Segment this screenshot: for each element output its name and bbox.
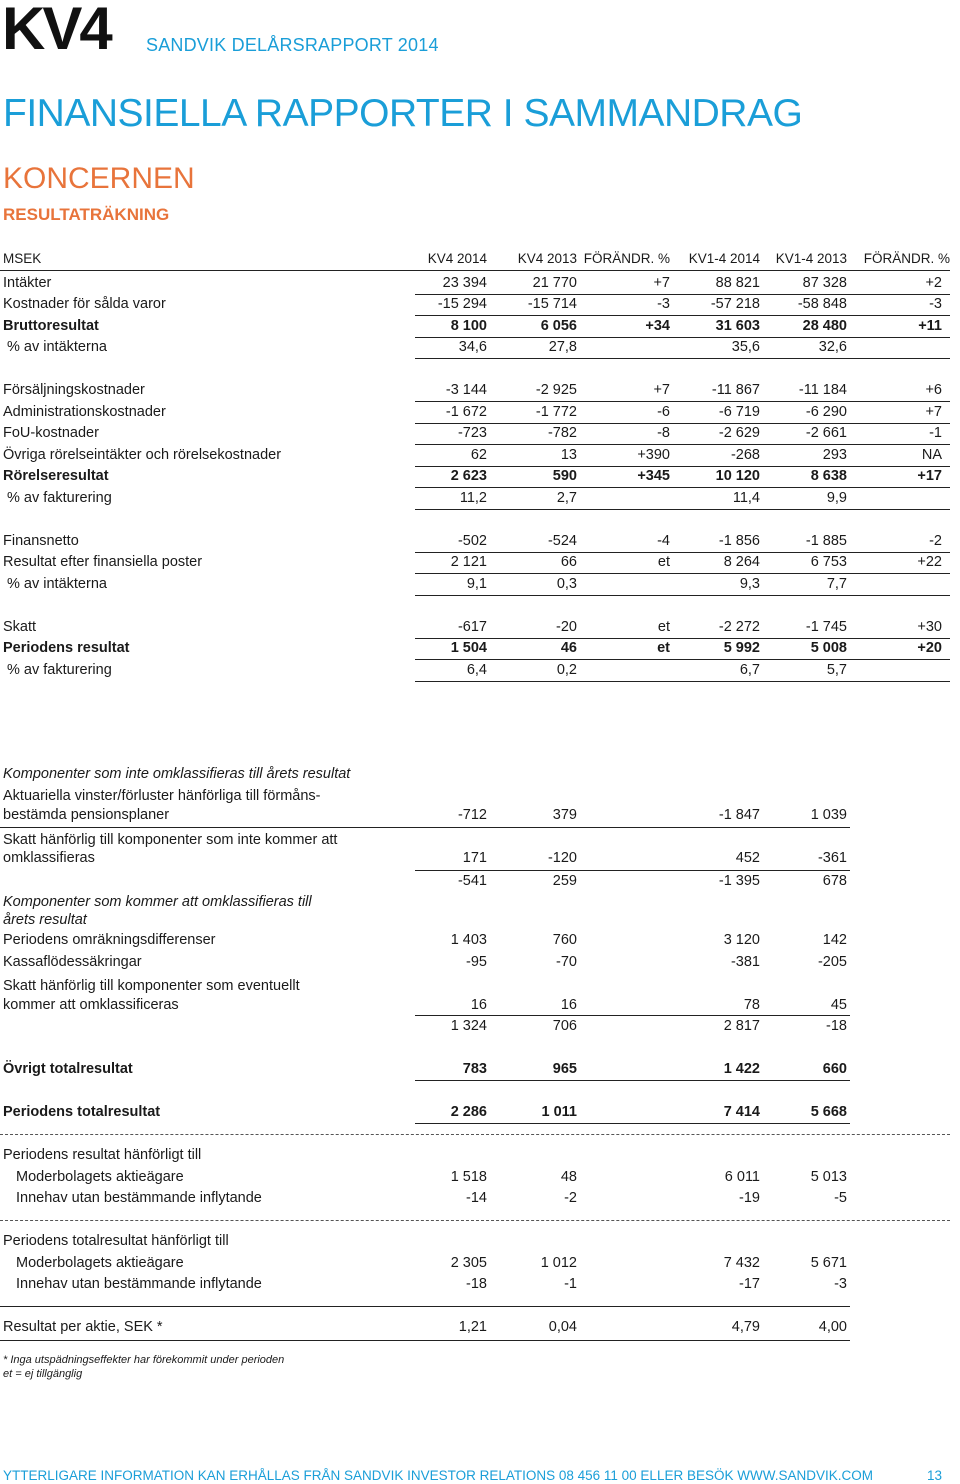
cell-value: 28 480 xyxy=(802,318,847,334)
cell-value: 590 xyxy=(552,468,577,484)
table-row xyxy=(0,617,960,638)
cell-value: +7 xyxy=(925,404,942,420)
footnote: et = ej tillgänglig xyxy=(3,1368,83,1380)
row-label: % av intäkterna xyxy=(7,576,107,592)
cell-value: 6 753 xyxy=(810,554,847,570)
cell-value: 0,2 xyxy=(556,662,577,678)
cell-value: -2 661 xyxy=(805,425,847,441)
cell-value: -58 848 xyxy=(797,296,847,312)
cell-value: -782 xyxy=(547,425,577,441)
cell-value: 11,4 xyxy=(732,490,760,506)
cell-value: +20 xyxy=(917,640,942,656)
col-header: MSEK xyxy=(3,251,42,266)
cell-value: -1 772 xyxy=(535,404,577,420)
table-row: Skatt hänförlig till komponenter som eventuellt xyxy=(3,978,300,994)
table-row: bestämda pensionsplaner -712 379 -1 847 1 039 xyxy=(3,807,847,823)
table-row xyxy=(0,445,960,466)
cell-value: -3 xyxy=(929,296,942,312)
cell-value: -3 xyxy=(657,296,670,312)
table-row: Moderbolagets aktieägare 1 518 48 6 011 5 013 xyxy=(16,1169,847,1185)
page-title: FINANSIELLA RAPPORTER I SAMMANDRAG xyxy=(3,92,803,135)
row-label: Rörelseresultat xyxy=(3,468,109,484)
cell-value: -11 184 xyxy=(798,382,847,398)
section-title: KONCERNEN xyxy=(3,162,195,195)
cell-value: et xyxy=(657,640,670,656)
col-header: KV4 2013 xyxy=(517,251,577,266)
cell-value: -268 xyxy=(730,447,760,463)
cell-value: -1 672 xyxy=(445,404,487,420)
table-row: Periodens omräkningsdifferenser 1 403 760 3 120 142 xyxy=(3,932,847,948)
table-row: omklassifieras 171 -120 452 -361 xyxy=(3,850,847,866)
cell-value: +34 xyxy=(645,318,670,334)
cell-value: 1 504 xyxy=(450,640,487,656)
cell-value: -1 856 xyxy=(718,533,760,549)
table-row: Resultat per aktie, SEK * 1,21 0,04 4,79 4,00 xyxy=(3,1319,847,1335)
table-row xyxy=(0,660,960,681)
row-label: % av fakturering xyxy=(7,490,112,506)
table-row xyxy=(0,531,960,552)
cell-value: +7 xyxy=(653,382,670,398)
page-number: 13 xyxy=(926,1468,942,1483)
subsection-title: RESULTATRÄKNING xyxy=(3,205,170,224)
cell-value: -20 xyxy=(556,619,577,635)
cell-value: -57 218 xyxy=(710,296,760,312)
cell-value: 27,8 xyxy=(548,339,577,355)
table-row xyxy=(0,638,960,659)
cell-value: +11 xyxy=(918,318,942,334)
cell-value: -15 294 xyxy=(437,296,487,312)
cell-value: -2 xyxy=(929,533,942,549)
cell-value: 23 394 xyxy=(442,275,487,291)
table-row: Innehav utan bestämmande inflytande -14 -2 -19 -5 xyxy=(16,1190,847,1206)
table-header xyxy=(0,249,960,270)
cell-value: -6 290 xyxy=(805,404,847,420)
table-row: Aktuariella vinster/förluster hänförliga till förmåns- xyxy=(3,788,321,804)
cell-value: et xyxy=(657,619,670,635)
cell-value: 62 xyxy=(470,447,487,463)
cell-value: +30 xyxy=(917,619,942,635)
row-rule xyxy=(415,358,950,359)
cell-value: +390 xyxy=(637,447,670,463)
cell-value: 31 603 xyxy=(715,318,760,334)
footnote: * Inga utspädningseffekter har förekommit under perioden xyxy=(3,1354,285,1366)
col-header: KV1-4 2014 xyxy=(688,251,760,266)
cell-value: -4 xyxy=(657,533,670,549)
divider xyxy=(0,1134,950,1135)
table-row xyxy=(0,316,960,337)
col-header: KV1-4 2013 xyxy=(775,251,847,266)
header-rule xyxy=(0,270,950,271)
cell-value: 8 100 xyxy=(450,318,487,334)
cell-value: -6 719 xyxy=(718,404,760,420)
cell-value: 46 xyxy=(560,640,577,656)
cell-value: -1 885 xyxy=(805,533,847,549)
row-label: FoU-kostnader xyxy=(3,425,99,441)
table-row xyxy=(0,273,960,294)
table-row xyxy=(0,337,960,358)
cell-value: 13 xyxy=(560,447,577,463)
table-row xyxy=(0,402,960,423)
table-row xyxy=(0,423,960,444)
table-row xyxy=(0,574,960,595)
row-label: % av fakturering xyxy=(7,662,112,678)
cell-value: 5 992 xyxy=(723,640,760,656)
oci-heading: Komponenter som inte omklassifieras till årets resultat xyxy=(3,766,351,782)
cell-value: +7 xyxy=(653,275,670,291)
row-rule xyxy=(415,681,950,682)
table-row: Moderbolagets aktieägare 2 305 1 012 7 432 5 671 xyxy=(16,1255,847,1271)
table-row xyxy=(0,380,960,401)
attribution-heading: Periodens resultat hänförligt till xyxy=(3,1147,202,1163)
cell-value: 10 120 xyxy=(715,468,760,484)
cell-value: -1 xyxy=(929,425,942,441)
row-rule xyxy=(415,509,950,510)
row-label: % av intäkterna xyxy=(7,339,107,355)
cell-value: 34,6 xyxy=(458,339,487,355)
cell-value: 7,7 xyxy=(826,576,847,592)
cell-value: +22 xyxy=(917,554,942,570)
cell-value: -2 272 xyxy=(718,619,760,635)
cell-value: 21 770 xyxy=(532,275,577,291)
cell-value: 8 264 xyxy=(723,554,760,570)
subtotal-row: -541 259 -1 395 678 xyxy=(457,873,847,889)
cell-value: 9,3 xyxy=(739,576,760,592)
row-label: Försäljningskostnader xyxy=(3,382,145,398)
row-rule xyxy=(415,595,950,596)
cell-value: 66 xyxy=(560,554,577,570)
cell-value: -3 144 xyxy=(445,382,487,398)
cell-value: 35,6 xyxy=(731,339,760,355)
row-label: Administrationskostnader xyxy=(3,404,166,420)
cell-value: 9,1 xyxy=(466,576,487,592)
cell-value: 2,7 xyxy=(556,490,577,506)
table-row: Periodens totalresultat 2 286 1 011 7 414 5 668 xyxy=(3,1104,847,1120)
col-header: FÖRÄNDR. % xyxy=(863,251,950,266)
table-row xyxy=(0,488,960,509)
row-label: Resultat efter finansiella poster xyxy=(3,554,203,570)
cell-value: -502 xyxy=(457,533,487,549)
cell-value: 32,6 xyxy=(818,339,847,355)
divider xyxy=(0,1220,950,1221)
cell-value: 6,7 xyxy=(739,662,760,678)
oci-heading: Komponenter som kommer att omklassifieras till xyxy=(3,894,312,910)
cell-value: 6,4 xyxy=(466,662,487,678)
table-row xyxy=(0,466,960,487)
subtotal-row: 1 324 706 2 817 -18 xyxy=(450,1018,847,1034)
row-label: Intäkter xyxy=(3,275,52,291)
table-row: Innehav utan bestämmande inflytande -18 -1 -17 -3 xyxy=(16,1276,847,1292)
row-label: Övriga rörelseintäkter och rörelsekostnader xyxy=(3,447,282,463)
cell-value: 5 008 xyxy=(810,640,847,656)
cell-value: 8 638 xyxy=(810,468,847,484)
col-header: KV4 2014 xyxy=(427,251,487,266)
cell-value: -2 629 xyxy=(718,425,760,441)
cell-value: -723 xyxy=(457,425,487,441)
cell-value: -617 xyxy=(457,619,487,635)
table-row xyxy=(0,294,960,315)
cell-value: +17 xyxy=(917,468,942,484)
cell-value: -15 714 xyxy=(527,296,577,312)
attribution-heading: Periodens totalresultat hänförligt till xyxy=(3,1233,229,1249)
table-row xyxy=(0,552,960,573)
cell-value: 6 056 xyxy=(540,318,577,334)
cell-value: 2 623 xyxy=(450,468,487,484)
row-label: Periodens resultat xyxy=(3,640,130,656)
table-row: Skatt hänförlig till komponenter som inte kommer att xyxy=(3,832,338,848)
table-row: Övrigt totalresultat 783 965 1 422 660 xyxy=(3,1061,847,1077)
table-row: kommer att omklassificeras 16 16 78 45 xyxy=(3,997,847,1013)
cell-value: 2 121 xyxy=(450,554,487,570)
row-label: Bruttoresultat xyxy=(3,318,99,334)
quarter-label: KV4 xyxy=(2,0,110,62)
cell-value: 88 821 xyxy=(715,275,760,291)
cell-value: 293 xyxy=(822,447,847,463)
row-label: Skatt xyxy=(3,619,37,635)
cell-value: +345 xyxy=(637,468,670,484)
cell-value: +6 xyxy=(925,382,942,398)
cell-value: et xyxy=(657,554,670,570)
cell-value: +2 xyxy=(925,275,942,291)
cell-value: NA xyxy=(921,447,942,463)
cell-value: -524 xyxy=(547,533,577,549)
table-row: Kassaflödessäkringar -95 -70 -381 -205 xyxy=(3,954,847,970)
col-header: FÖRÄNDR. % xyxy=(583,251,670,266)
cell-value: 87 328 xyxy=(802,275,847,291)
report-subtitle: SANDVIK DELÅRSRAPPORT 2014 xyxy=(146,35,439,55)
cell-value: 11,2 xyxy=(459,490,487,506)
cell-value: -11 867 xyxy=(711,382,760,398)
cell-value: 9,9 xyxy=(826,490,847,506)
cell-value: 5,7 xyxy=(826,662,847,678)
oci-heading: årets resultat xyxy=(3,912,87,928)
cell-value: -1 745 xyxy=(805,619,847,635)
cell-value: -8 xyxy=(657,425,670,441)
cell-value: 0,3 xyxy=(556,576,577,592)
row-label: Kostnader för sålda varor xyxy=(3,296,166,312)
cell-value: -6 xyxy=(657,404,670,420)
cell-value: -2 925 xyxy=(535,382,577,398)
row-label: Finansnetto xyxy=(3,533,79,549)
footer-text: YTTERLIGARE INFORMATION KAN ERHÅLLAS FRÅN SANDVIK INVESTOR RELATIONS 08 456 11 00 ELLER BESÖK WWW.SANDVIK.COM xyxy=(3,1468,873,1483)
